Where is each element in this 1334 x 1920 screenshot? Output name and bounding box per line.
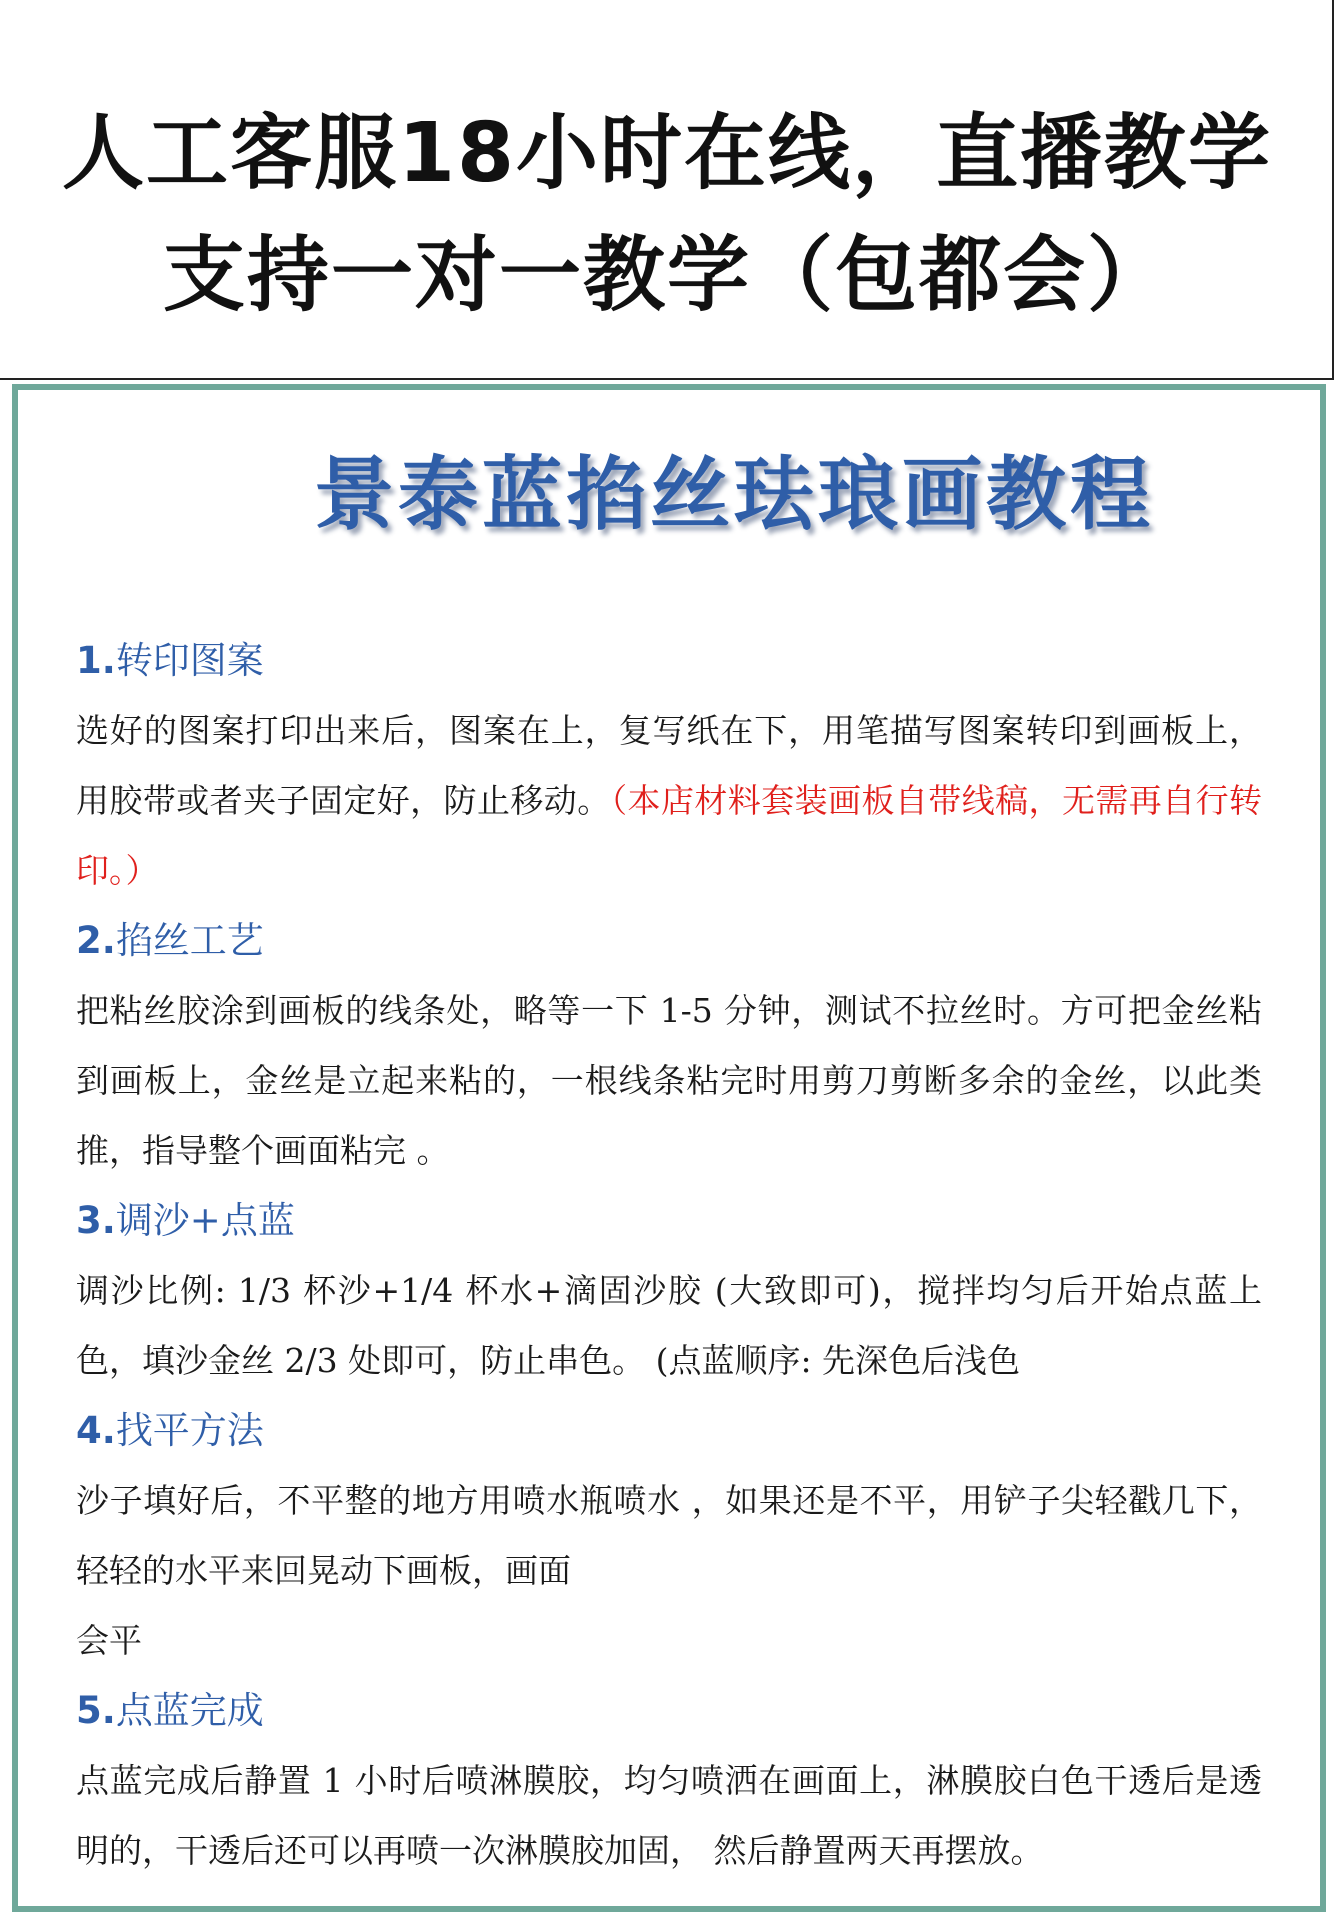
section-number: 1. xyxy=(76,639,116,682)
section-title: 点蓝完成 xyxy=(115,1689,264,1732)
section-heading-sand xyxy=(76,1186,1262,1256)
section-number: 3. xyxy=(76,1199,116,1242)
section-text-finish: 点蓝完成后静置 1 小时后喷淋膜胶，均匀喷洒在画面上，淋膜胶白色干透后是透明的，干透后还可以再喷一次淋膜胶加固， 然后静置两天再摆放。 xyxy=(76,1761,1262,1870)
section-text-wire: 把粘丝胶涂到画板的线条处，略等一下 1-5 分钟，测试不拉丝时。方可把金丝粘到画板上，金丝是立起来粘的，一根线条粘完时用剪刀剪断多余的金丝，以此类推，指导整个画面粘完 。 xyxy=(76,991,1262,1170)
banner-line-service: 人工客服18小时在线，直播教学 xyxy=(61,106,1273,201)
section-heading-wire xyxy=(76,906,1262,976)
section-number: 4. xyxy=(76,1409,116,1452)
tutorial-panel xyxy=(12,384,1326,1912)
section-title: 掐丝工艺 xyxy=(115,919,264,962)
section-text-sand: 调沙比例: 1/3 杯沙+1/4 杯水+滴固沙胶 (大致即可)，搅拌均匀后开始点蓝上色，填沙金丝 2/3 处即可，防止串色。 (点蓝顺序: 先深色后浅色 xyxy=(76,1271,1262,1380)
section-number: 5. xyxy=(76,1689,116,1732)
section-body: 选好的图案打印出来后，图案在上，复写纸在下，用笔描写图案转印到画板上，用胶带或者夹子固定好，防止移动。 xyxy=(76,711,1262,820)
section-text-level: 沙子填好后，不平整的地方用喷水瓶喷水 ，如果还是不平，用铲子尖轻戳几下，轻轻的水平来回晃动下画板，画面 xyxy=(76,1481,1262,1590)
section-title: 调沙+点蓝 xyxy=(115,1199,295,1242)
section-title: 找平方法 xyxy=(115,1409,264,1452)
tutorial-title: 景泰蓝掐丝珐琅画教程 xyxy=(314,447,1154,541)
section-heading-level xyxy=(76,1396,1262,1466)
banner-line-teaching: 支持一对一教学（包都会） xyxy=(162,228,1171,323)
section-title: 转印图案 xyxy=(115,639,264,682)
section-heading-transfer xyxy=(76,626,1262,696)
section-heading-finish xyxy=(76,1676,1262,1746)
section-number: 2. xyxy=(76,919,116,962)
tutorial-content xyxy=(76,626,1262,1886)
section-text-level-end: 会平 xyxy=(76,1621,142,1660)
store-note: （本店材料套装画板自带线稿，无需再自行转印。） xyxy=(76,781,1263,890)
section-text-transfer xyxy=(76,696,1262,906)
promo-banner xyxy=(0,0,1334,380)
